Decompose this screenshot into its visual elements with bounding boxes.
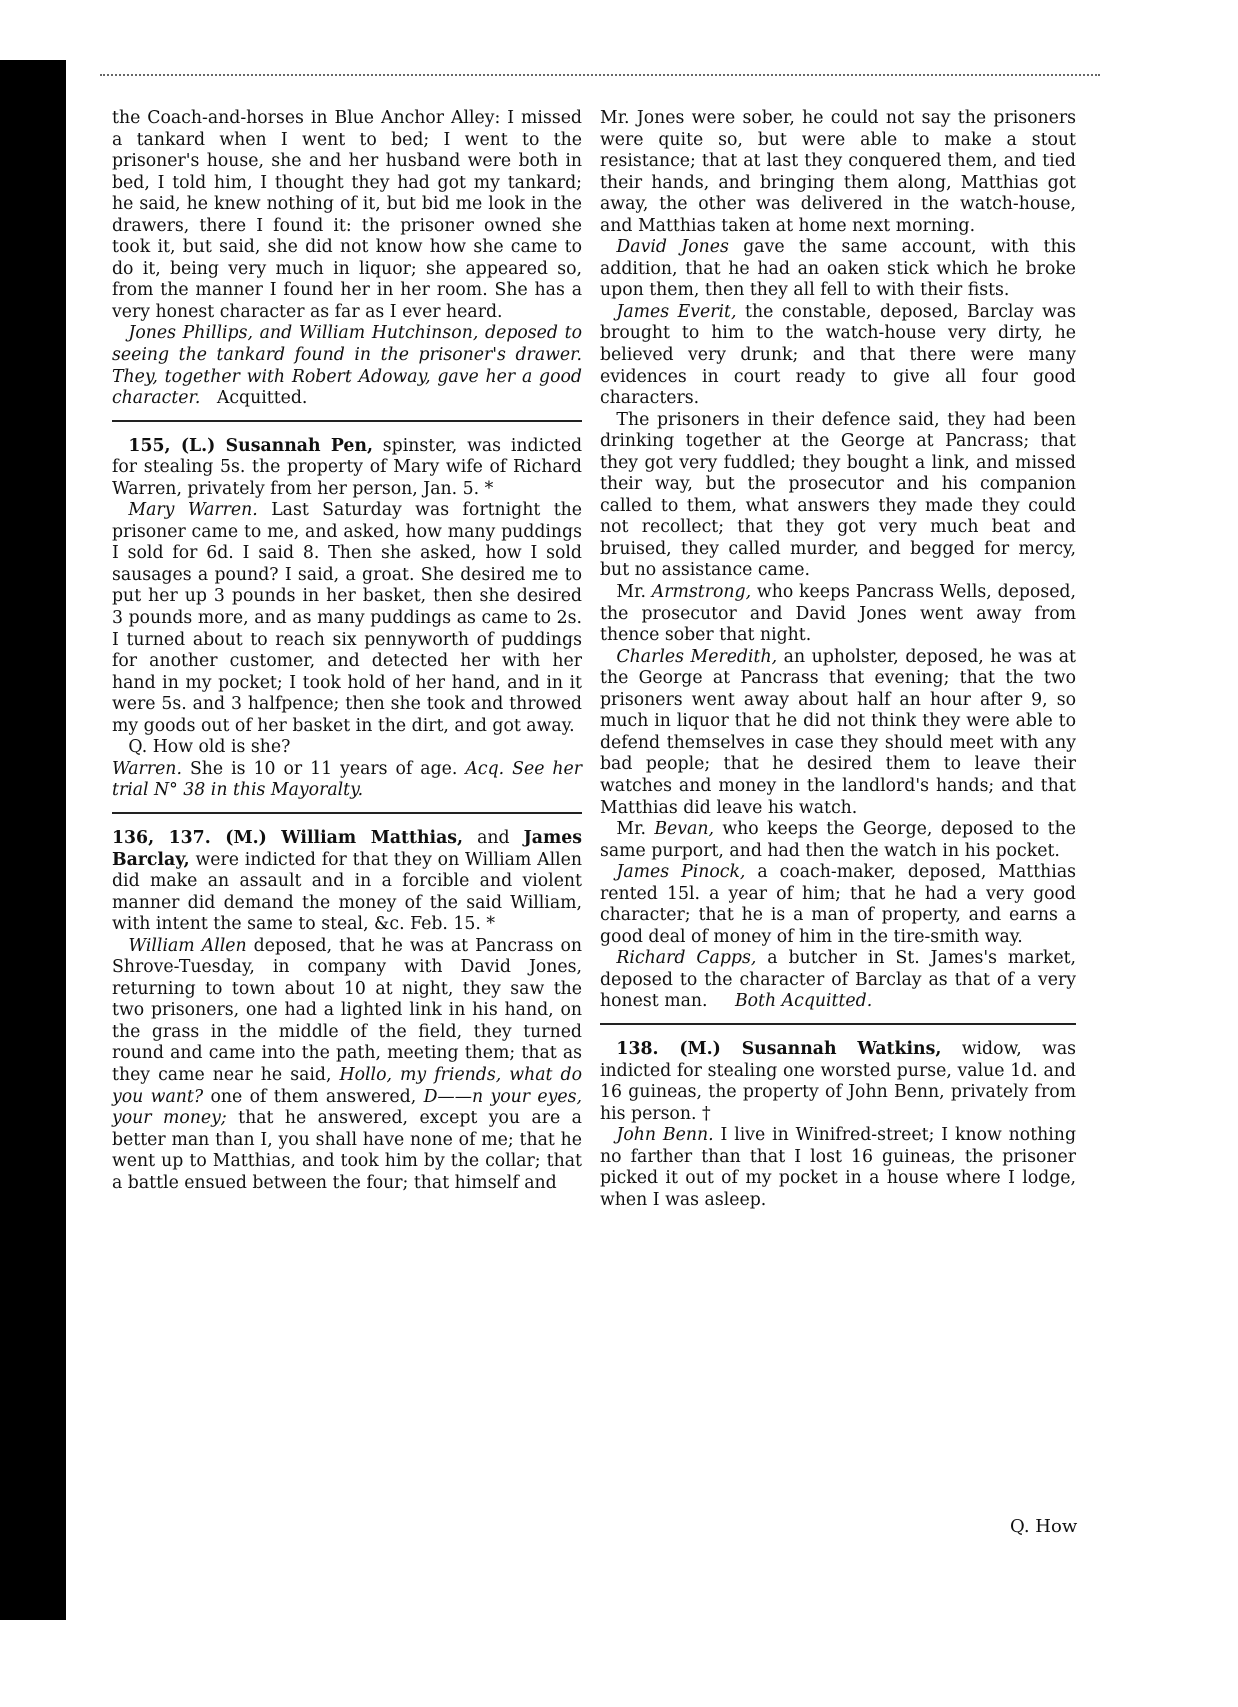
allen-testimony xyxy=(112,936,582,1195)
testimony-text: an upholster, deposed, he was at the George at Pancrass that evening; that the two prisoners went away about half an hour after 9, so much in liquor that he did not think they were able to defend themselves in case they should meet with any bad people; that he desired them to leave their watches and money in the landlord's hands; and that Matthias did leave his watch. xyxy=(600,646,1076,818)
capps-testimony xyxy=(600,948,1076,1013)
verdict: Acquitted. xyxy=(216,388,308,409)
section-divider xyxy=(112,420,582,422)
tankard-testimony: the Coach-and-horses in Blue Anchor Alley: I missed a tankard when I went to bed; I went to the prisoner's house, she and her husband were both in bed, I told him, I thought they had got my tankard; he said, he knew nothing of it, but bid me look in the drawers, there I found it: the prisoner owned she took it, but said, she did not know how she came to do it, being very much in liquor; she appeared so, from the manner I found her in her room. She has a very honest character as far as I ever heard. xyxy=(112,108,582,322)
case-136-heading: 136, 137. (M.) William Matthias, xyxy=(112,827,464,848)
benn-testimony xyxy=(600,1125,1076,1211)
catchword: Q. How xyxy=(1010,1516,1078,1537)
answer-text: She is 10 or 11 years of age. xyxy=(189,758,458,779)
left-column xyxy=(112,108,582,1194)
jones-testimony xyxy=(600,237,1076,302)
witness-name: John Benn. xyxy=(616,1125,714,1146)
verdict: Acq. xyxy=(465,758,505,779)
case-138-indictment xyxy=(600,1039,1076,1125)
case-155-heading: 155, (L.) Susannah Pen, xyxy=(128,435,373,456)
witness-name: Bevan, xyxy=(654,819,714,840)
testimony-text: deposed, that he was at Pancrass on Shrove-Tuesday, in company with David Jones, returning to town about 10 at night, they saw the two prisoners, one had a lighted link in his hand, on the grass in the middle of the field, they turned round and came into the path, meeting them; that as they came near he said, xyxy=(112,935,582,1085)
court-answer xyxy=(112,759,582,802)
answer-speaker: Warren. xyxy=(112,758,182,779)
witness-name: Mary Warren. xyxy=(128,500,258,521)
witness-names: Jones Phillips, and William Hutchinson, deposed to seeing the tankard found in the prisoner's drawer. They, together with Robert Adoway, gave her a good character. xyxy=(112,323,582,409)
witness-name: James Pinock, xyxy=(616,862,746,883)
case-136-text: were indicted for that they on William Allen did make an assault and in a forcible and violent manner did demand the money of the said William, with intent the same to steal, &c. Feb. 15. * xyxy=(112,849,582,935)
continued-testimony: Mr. Jones were sober, he could not say the prisoners were quite so, but were able to make a stout resistance; that at last they conquered them, and tied their hands, and bringing them along, Matthias got away, the other was delivered in the watch-house, and Matthias taken at home next morning. xyxy=(600,108,1076,236)
testimony-text: Last Saturday was fortnight the prisoner came to me, and asked, how many puddings I sold for 6d. I said 8. Then she asked, how I sold sausages a pound? I said, a groat. She desired me to put her up 3 pounds in her basket, then she desired 3 pounds more, and as many puddings as came to 2s. I turned about to reach six pennyworth of puddings for another customer, and detected her with her hand in my pocket; I took hold of her hand, and in it were 5s. and 3 halfpence; then she took and throwed my goods out of her basket in the dirt, and got away. xyxy=(112,500,583,736)
witness-name: Armstrong, xyxy=(651,582,752,603)
pinock-testimony xyxy=(600,862,1076,948)
armstrong-testimony xyxy=(600,582,1076,647)
conjunction: and xyxy=(477,827,510,848)
testimony-text: one of them answered, xyxy=(210,1086,417,1107)
top-rule xyxy=(100,74,1100,76)
testimony-text: I live in Winifred-street; I know nothing no farther than that I lost 16 guineas, the prisoner picked it out of my pocket in a house where I lodge, when I was asleep. xyxy=(600,1125,1077,1210)
testimony-text: who keeps the George, deposed to the same purport, and had then the watch in his pocket. xyxy=(600,819,1076,861)
case-138-heading: 138. (M.) Susannah Watkins, xyxy=(616,1038,942,1059)
testimony-text: a coach-maker, deposed, Matthias rented 15l. a year of him; that he had a very good character; that he is a man of property, and earns a good deal of money of him in the tire-smith way. xyxy=(600,862,1076,947)
case-155-text: spinster, was indicted for stealing 5s. the property of Mary wife of Richard Warren, privately from her person, Jan. 5. * xyxy=(112,435,583,499)
testimony-text: a butcher in St. James's market, deposed to the character of Barclay as that of a very honest man. xyxy=(600,948,1077,1012)
section-divider xyxy=(600,1023,1076,1025)
bevan-testimony xyxy=(600,819,1076,862)
section-divider xyxy=(112,812,582,814)
right-column xyxy=(600,108,1076,1211)
defendant-name: James Barclay, xyxy=(112,827,583,870)
witness-name: David Jones xyxy=(616,237,729,258)
case-136-indictment xyxy=(112,828,582,936)
case-155-indictment xyxy=(112,436,582,501)
prisoners-defence: The prisoners in their defence said, they had been drinking together at the George at Pancrass; that they got very fuddled; they bought a link, and missed their way, but the prosecutor and his companion called to them, what answers they made they could not recollect; that they got very much beat and bruised, they called murder, and begged for mercy, but no assistance came. xyxy=(600,409,1076,581)
cross-reference: See her trial N° 38 in this Mayoralty. xyxy=(112,758,583,801)
title-prefix: Mr. xyxy=(616,819,646,840)
verdict: Both Acquitted. xyxy=(734,991,873,1012)
court-question: Q. How old is she? xyxy=(128,737,291,758)
witness-name: Richard Capps, xyxy=(616,948,757,969)
witness-name: James Everit, xyxy=(616,301,737,322)
everit-testimony xyxy=(600,302,1076,410)
testimony-text: that he answered, except you are a better man than I, you shall have none of me; that he went up to Matthias, and took him by the collar; that a battle ensued between the four; that himself and xyxy=(112,1108,582,1193)
witness-name: William Allen xyxy=(128,935,247,956)
witness-paragraph xyxy=(112,323,582,409)
testimony-text: the constable, deposed, Barclay was brought to him to the watch-house very dirty, he believed very drunk; and that there were many evidences in court ready to give all four good characters. xyxy=(600,301,1076,409)
witness-name: Charles Meredith, xyxy=(616,646,778,667)
scan-margin-bar xyxy=(0,60,66,1620)
title-prefix: Mr. xyxy=(616,582,646,603)
testimony-text: gave the same account, with this addition, that he had an oaken stick which he broke upon them, then they all fell to with their fists. xyxy=(600,237,1076,301)
quoted-speech: D——n your eyes, your money; xyxy=(112,1086,582,1129)
meredith-testimony xyxy=(600,647,1076,819)
testimony-text: who keeps Pancrass Wells, deposed, the prosecutor and David Jones went away from thence sober that night. xyxy=(600,582,1076,646)
case-138-text: widow, was indicted for stealing one worsted purse, value 1d. and 16 guineas, the property of John Benn, privately from his person. † xyxy=(600,1038,1076,1124)
quoted-speech: Hollo, my friends, what do you want? xyxy=(112,1064,582,1107)
warren-testimony xyxy=(112,500,582,737)
